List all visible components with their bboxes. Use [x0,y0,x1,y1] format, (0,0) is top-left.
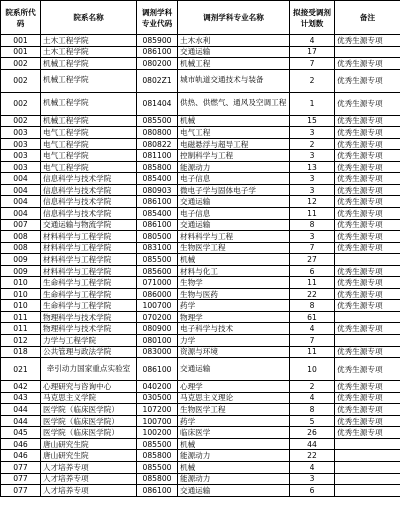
cell-dept-name: 心理研究与咨询中心 [41,381,137,393]
cell-plan-count: 8 [290,219,335,231]
cell-remark: 优秀生源专项 [335,138,400,150]
cell-plan-count: 27 [290,254,335,266]
table-row [1,46,400,58]
table-row [1,265,400,277]
table-row [1,231,400,243]
cell-major-name: 生物与医药 [178,288,290,300]
table-row [1,427,400,439]
cell-major-code: 085800 [137,450,178,462]
cell-dept-name: 交通运输与物流学院 [41,219,137,231]
cell-plan-count: 6 [290,265,335,277]
cell-dept-name: 电气工程学院 [41,161,137,173]
cell-dept-code: 003 [1,127,41,139]
cell-remark: 优秀生源专项 [335,427,400,439]
cell-plan-count: 11 [290,346,335,358]
cell-major-name: 临床医学 [178,427,290,439]
cell-major-name: 交通运输 [178,358,290,381]
cell-major-code: 083000 [137,346,178,358]
cell-major-code: 080903 [137,184,178,196]
table-row [1,92,400,115]
table-row [1,450,400,462]
cell-major-code: 100700 [137,415,178,427]
cell-dept-code: 010 [1,277,41,289]
cell-major-code: 085800 [137,473,178,485]
cell-dept-name: 土木工程学院 [41,35,137,47]
cell-major-code: 085400 [137,208,178,220]
cell-dept-code: 002 [1,92,41,115]
cell-dept-code: 046 [1,438,41,450]
cell-major-code: 080822 [137,138,178,150]
cell-major-code: 085500 [137,254,178,266]
cell-major-name: 交通运输 [178,196,290,208]
cell-dept-code: 003 [1,150,41,162]
cell-major-name: 电子信息 [178,208,290,220]
cell-dept-code: 002 [1,115,41,127]
cell-dept-name: 信息科学与技术学院 [41,184,137,196]
cell-dept-code: 045 [1,427,41,439]
cell-remark: 优秀生源专项 [335,346,400,358]
cell-major-code: 086100 [137,485,178,497]
cell-plan-count: 4 [290,461,335,473]
cell-remark [335,450,400,462]
cell-plan-count: 8 [290,300,335,312]
cell-major-name: 控制科学与工程 [178,150,290,162]
cell-remark [335,461,400,473]
cell-dept-name: 信息科学与技术学院 [41,196,137,208]
cell-major-code: 080500 [137,231,178,243]
cell-remark: 优秀生源专项 [335,127,400,139]
cell-dept-code: 043 [1,392,41,404]
cell-dept-name: 唐山研究生院 [41,438,137,450]
cell-plan-count: 11 [290,277,335,289]
cell-remark [335,335,400,347]
cell-major-name: 机械 [178,461,290,473]
header-major-name: 调剂学科专业名称 [178,1,290,35]
table-row [1,35,400,47]
cell-remark [335,438,400,450]
table-row [1,208,400,220]
cell-dept-code: 077 [1,461,41,473]
cell-remark: 优秀生源专项 [335,69,400,92]
cell-plan-count: 26 [290,427,335,439]
table-row [1,438,400,450]
cell-major-code: 086100 [137,219,178,231]
cell-dept-name: 生命科学与工程学院 [41,288,137,300]
cell-plan-count: 3 [290,173,335,185]
cell-major-code: 040200 [137,381,178,393]
cell-dept-name: 生命科学与工程学院 [41,277,137,289]
cell-dept-code: 007 [1,219,41,231]
cell-dept-name: 马克思主义学院 [41,392,137,404]
header-remark: 备注 [335,1,400,35]
cell-remark [335,46,400,58]
cell-dept-name: 医学院（临床医学院） [41,427,137,439]
cell-dept-name: 机械工程学院 [41,58,137,70]
table-row [1,392,400,404]
table-row [1,358,400,381]
cell-major-code: 0802Z1 [137,69,178,92]
cell-major-code: 100700 [137,300,178,312]
cell-dept-code: 046 [1,450,41,462]
cell-dept-name: 材料科学与工程学院 [41,265,137,277]
table-row [1,196,400,208]
cell-major-name: 电子信息 [178,173,290,185]
cell-major-code: 085900 [137,35,178,47]
cell-dept-code: 003 [1,161,41,173]
header-dept-name: 院系名称 [41,1,137,35]
cell-major-name: 电子科学与技术 [178,323,290,335]
cell-plan-count: 2 [290,381,335,393]
cell-plan-count: 10 [290,358,335,381]
table-row [1,346,400,358]
cell-plan-count: 4 [290,323,335,335]
cell-remark: 优秀生源专项 [335,35,400,47]
cell-plan-count: 7 [290,335,335,347]
cell-dept-code: 077 [1,473,41,485]
table-row [1,300,400,312]
cell-plan-count: 3 [290,150,335,162]
table-row [1,288,400,300]
cell-remark: 优秀生源专项 [335,173,400,185]
cell-dept-name: 力学与工程学院 [41,335,137,347]
cell-major-name: 电气工程 [178,127,290,139]
cell-major-code: 085400 [137,173,178,185]
table-row [1,381,400,393]
cell-dept-name: 土木工程学院 [41,46,137,58]
table-row [1,219,400,231]
cell-major-code: 085500 [137,115,178,127]
cell-major-code: 080100 [137,335,178,347]
cell-dept-name: 材料科学与工程学院 [41,242,137,254]
cell-major-name: 电磁悬浮与超导工程 [178,138,290,150]
cell-remark: 优秀生源专项 [335,196,400,208]
cell-dept-name: 电气工程学院 [41,127,137,139]
table-row [1,184,400,196]
cell-plan-count: 2 [290,138,335,150]
table-row [1,69,400,92]
cell-dept-code: 004 [1,196,41,208]
cell-dept-code: 001 [1,35,41,47]
cell-dept-code: 018 [1,346,41,358]
cell-major-name: 机械 [178,438,290,450]
cell-major-name: 生物医学工程 [178,242,290,254]
cell-dept-name: 材料科学与工程学院 [41,231,137,243]
cell-major-code: 085800 [137,161,178,173]
table-row [1,138,400,150]
cell-remark: 优秀生源专项 [335,161,400,173]
cell-major-name: 药学 [178,415,290,427]
cell-dept-name: 信息科学与技术学院 [41,208,137,220]
cell-plan-count: 61 [290,311,335,323]
cell-plan-count: 7 [290,242,335,254]
cell-dept-name: 人才培养专项 [41,473,137,485]
cell-remark [335,473,400,485]
cell-major-code: 100200 [137,427,178,439]
cell-major-code: 083100 [137,242,178,254]
cell-major-code: 081404 [137,92,178,115]
cell-remark: 优秀生源专项 [335,231,400,243]
cell-plan-count: 8 [290,404,335,416]
cell-dept-name: 机械工程学院 [41,115,137,127]
table-row [1,323,400,335]
cell-remark [335,311,400,323]
cell-plan-count: 12 [290,196,335,208]
cell-major-name: 生物学 [178,277,290,289]
cell-remark: 优秀生源专项 [335,392,400,404]
cell-major-name: 机械 [178,254,290,266]
cell-plan-count: 3 [290,127,335,139]
cell-dept-code: 011 [1,311,41,323]
cell-remark: 优秀生源专项 [335,358,400,381]
cell-plan-count: 3 [290,184,335,196]
header-row [1,1,400,35]
cell-major-name: 交通运输 [178,485,290,497]
cell-major-code: 080200 [137,58,178,70]
table-row [1,461,400,473]
cell-dept-code: 004 [1,173,41,185]
cell-plan-count: 1 [290,92,335,115]
cell-dept-code: 002 [1,58,41,70]
cell-dept-code: 001 [1,46,41,58]
cell-major-name: 能源动力 [178,473,290,485]
cell-dept-name: 电气工程学院 [41,138,137,150]
cell-major-name: 土木水利 [178,35,290,47]
cell-plan-count: 22 [290,450,335,462]
cell-major-name: 生物医学工程 [178,404,290,416]
cell-dept-code: 004 [1,184,41,196]
cell-dept-name: 电气工程学院 [41,150,137,162]
cell-dept-code: 002 [1,69,41,92]
cell-major-name: 物理学 [178,311,290,323]
table-row [1,415,400,427]
header-dept-code: 院系所代码 [1,1,41,35]
cell-major-name: 交通运输 [178,46,290,58]
cell-dept-code: 011 [1,323,41,335]
cell-major-name: 城市轨道交通技术与装备 [178,69,290,92]
cell-remark: 优秀生源专项 [335,92,400,115]
table-row [1,127,400,139]
cell-remark: 优秀生源专项 [335,150,400,162]
cell-major-name: 力学 [178,335,290,347]
cell-remark: 优秀生源专项 [335,265,400,277]
cell-dept-code: 009 [1,265,41,277]
cell-remark: 优秀生源专项 [335,115,400,127]
cell-major-code: 085500 [137,438,178,450]
table-row [1,404,400,416]
cell-major-code: 085500 [137,461,178,473]
header-major-code: 调剂学科专业代码 [137,1,178,35]
table-row [1,173,400,185]
header-plan-count: 拟接受调剂计划数 [290,1,335,35]
cell-dept-name: 医学院（临床医学院） [41,415,137,427]
cell-dept-code: 042 [1,381,41,393]
cell-major-name: 材料与化工 [178,265,290,277]
cell-plan-count: 11 [290,208,335,220]
cell-dept-code: 044 [1,415,41,427]
cell-major-name: 资源与环境 [178,346,290,358]
cell-major-name: 机械工程 [178,58,290,70]
cell-remark: 优秀生源专项 [335,288,400,300]
table-row [1,473,400,485]
cell-dept-name: 物理科学与技术学院 [41,311,137,323]
cell-major-name: 机械 [178,115,290,127]
cell-plan-count: 2 [290,69,335,92]
cell-dept-name: 人才培养专项 [41,485,137,497]
cell-major-code: 070200 [137,311,178,323]
cell-plan-count: 22 [290,288,335,300]
cell-dept-code: 012 [1,335,41,347]
table-row [1,485,400,497]
cell-major-code: 086100 [137,358,178,381]
table-row [1,161,400,173]
cell-major-name: 能源动力 [178,450,290,462]
cell-major-code: 081100 [137,150,178,162]
cell-dept-code: 010 [1,288,41,300]
cell-dept-code: 009 [1,254,41,266]
cell-remark [335,254,400,266]
cell-remark: 优秀生源专项 [335,404,400,416]
cell-major-name: 药学 [178,300,290,312]
table-row [1,115,400,127]
cell-remark: 优秀生源专项 [335,208,400,220]
cell-remark [335,485,400,497]
table-row [1,58,400,70]
cell-remark: 优秀生源专项 [335,277,400,289]
cell-major-name: 交通运输 [178,219,290,231]
cell-plan-count: 4 [290,392,335,404]
cell-major-code: 107200 [137,404,178,416]
cell-major-code: 080800 [137,127,178,139]
table-row [1,277,400,289]
cell-major-name: 能源动力 [178,161,290,173]
cell-plan-count: 4 [290,35,335,47]
cell-plan-count: 6 [290,485,335,497]
cell-dept-code: 003 [1,138,41,150]
cell-plan-count: 7 [290,58,335,70]
cell-major-code: 071000 [137,277,178,289]
cell-plan-count: 15 [290,115,335,127]
cell-major-code: 085600 [137,265,178,277]
table-row [1,335,400,347]
cell-remark: 优秀生源专项 [335,58,400,70]
cell-major-code: 086100 [137,46,178,58]
cell-remark: 优秀生源专项 [335,381,400,393]
table-row [1,150,400,162]
cell-dept-code: 044 [1,404,41,416]
cell-remark: 优秀生源专项 [335,242,400,254]
cell-dept-code: 021 [1,358,41,381]
cell-major-code: 086000 [137,288,178,300]
cell-dept-name: 生命科学与工程学院 [41,300,137,312]
cell-plan-count: 3 [290,231,335,243]
cell-dept-name: 牵引动力国家重点实验室 [41,358,137,381]
cell-major-code: 080900 [137,323,178,335]
table-row [1,311,400,323]
cell-major-name: 供热、供燃气、通风及空调工程 [178,92,290,115]
cell-plan-count: 13 [290,161,335,173]
table-row [1,242,400,254]
cell-dept-name: 机械工程学院 [41,92,137,115]
cell-major-name: 心理学 [178,381,290,393]
cell-major-name: 微电子学与固体电子学 [178,184,290,196]
cell-major-name: 马克思主义理论 [178,392,290,404]
cell-dept-name: 唐山研究生院 [41,450,137,462]
cell-dept-name: 物理科学与技术学院 [41,323,137,335]
cell-major-code: 086100 [137,196,178,208]
cell-dept-name: 医学院（临床医学院） [41,404,137,416]
cell-major-name: 材料科学与工程 [178,231,290,243]
cell-plan-count: 44 [290,438,335,450]
cell-dept-name: 人才培养专项 [41,461,137,473]
cell-dept-code: 004 [1,208,41,220]
cell-major-code: 030500 [137,392,178,404]
cell-remark: 优秀生源专项 [335,323,400,335]
cell-remark: 优秀生源专项 [335,219,400,231]
cell-remark: 优秀生源专项 [335,415,400,427]
cell-dept-code: 008 [1,231,41,243]
cell-dept-name: 公共管理与政法学院 [41,346,137,358]
cell-plan-count: 5 [290,415,335,427]
cell-dept-name: 材料科学与工程学院 [41,254,137,266]
cell-dept-name: 机械工程学院 [41,69,137,92]
cell-dept-code: 008 [1,242,41,254]
cell-dept-code: 077 [1,485,41,497]
cell-dept-name: 信息科学与技术学院 [41,173,137,185]
cell-remark: 优秀生源专项 [335,300,400,312]
cell-plan-count: 17 [290,46,335,58]
table-row [1,254,400,266]
cell-plan-count: 3 [290,473,335,485]
cell-remark: 优秀生源专项 [335,184,400,196]
cell-dept-code: 010 [1,300,41,312]
